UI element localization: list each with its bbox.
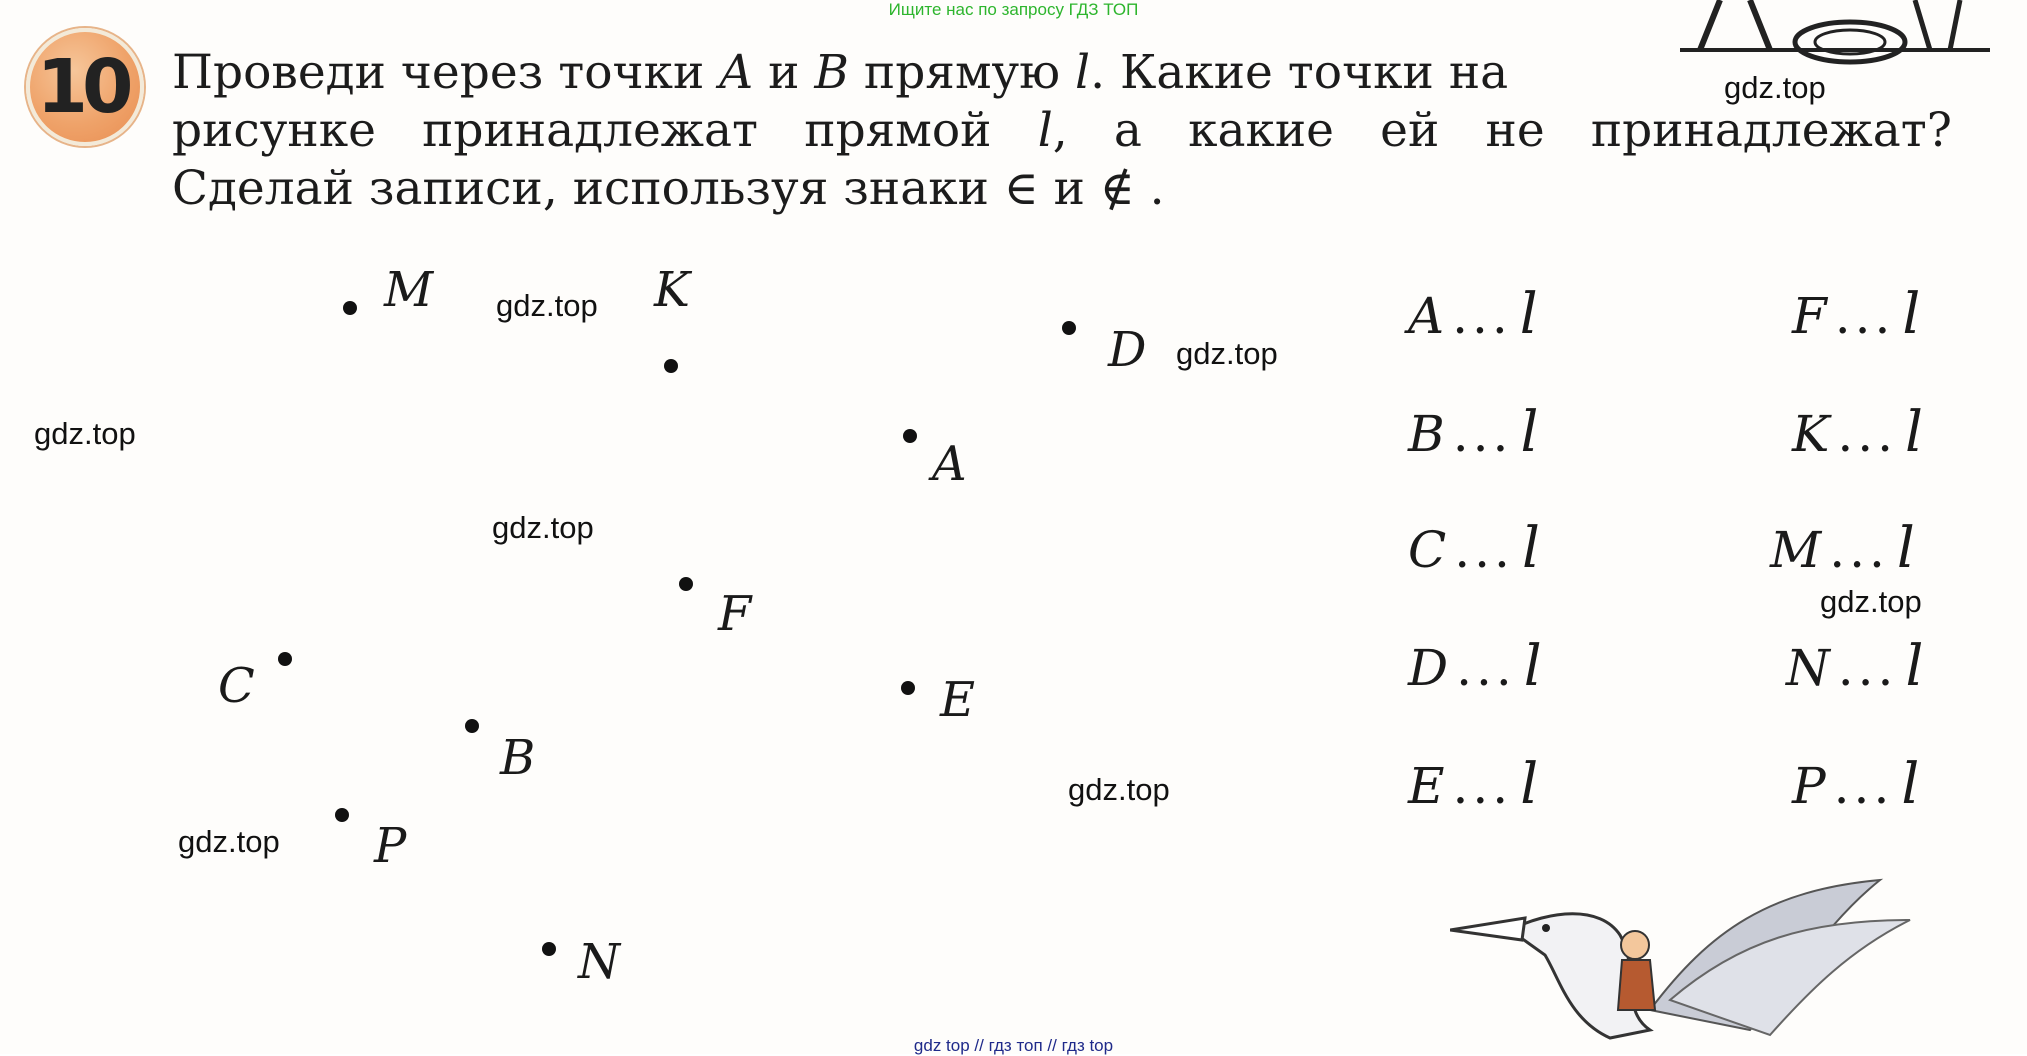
answer-line: l xyxy=(1523,634,1542,699)
point-a-dot xyxy=(903,429,917,443)
answer-c xyxy=(1408,516,1540,581)
point-m-dot xyxy=(343,301,357,315)
answer-blank[interactable]: ... xyxy=(1454,521,1514,579)
cart-wheel-icon xyxy=(1660,0,2000,70)
answer-blank[interactable]: ... xyxy=(1452,287,1512,345)
line-ref-l: l xyxy=(1075,45,1091,100)
point-f-dot xyxy=(679,577,693,591)
point-e-dot xyxy=(901,681,915,695)
task-number: 10 xyxy=(36,44,128,130)
text-part: прямую xyxy=(848,45,1076,100)
point-p-dot xyxy=(335,808,349,822)
answer-point: B xyxy=(1408,405,1445,463)
answer-point: E xyxy=(1408,757,1445,815)
point-f-label: F xyxy=(718,586,752,642)
bottom-banner[interactable]: gdz top // гдз топ // гдз top xyxy=(913,1036,1114,1055)
answer-point: F xyxy=(1792,287,1827,345)
answer-line: l xyxy=(1905,634,1924,699)
point-b-dot xyxy=(465,719,479,733)
watermark: gdz.top xyxy=(492,510,594,545)
answer-point: A xyxy=(1408,287,1445,345)
answer-line: l xyxy=(1896,516,1915,581)
watermark: gdz.top xyxy=(1176,336,1278,371)
point-a-label: A xyxy=(932,436,967,492)
answer-blank[interactable]: ... xyxy=(1834,287,1895,345)
line-ref-l: l xyxy=(1037,103,1053,158)
answer-blank[interactable]: ... xyxy=(1837,405,1898,463)
answer-p xyxy=(1792,752,1919,817)
answer-point: M xyxy=(1770,521,1822,579)
text-part: . Какие точки на xyxy=(1090,45,1509,100)
point-b-label: B xyxy=(500,730,536,786)
answer-k xyxy=(1792,400,1923,465)
answer-point: N xyxy=(1786,639,1830,697)
watermark: gdz.top xyxy=(1820,584,1922,619)
point-n-dot xyxy=(542,942,556,956)
point-p-label: P xyxy=(374,818,407,874)
answer-point: P xyxy=(1792,757,1826,815)
task-number-badge xyxy=(26,28,144,146)
point-k-label: K xyxy=(654,262,690,318)
answer-line: l xyxy=(1520,752,1539,817)
point-c-label: C xyxy=(218,658,255,714)
point-e-label: E xyxy=(940,672,976,728)
task-line-3: Сделай записи, используя знаки ∈ и ∉ . xyxy=(172,161,1165,216)
point-n-label: N xyxy=(578,934,620,990)
answer-b xyxy=(1408,400,1538,465)
answer-blank[interactable]: ... xyxy=(1452,405,1513,463)
watermark: gdz.top xyxy=(496,288,598,323)
answer-line: l xyxy=(1905,400,1923,465)
answer-blank[interactable]: ... xyxy=(1456,639,1516,697)
text-part: рисунке принадлежат прямой xyxy=(172,103,1038,158)
point-ref-a: A xyxy=(719,45,754,100)
text-part: , а какие ей не принадлежат? xyxy=(1052,103,1952,158)
task-line-2 xyxy=(172,102,1952,160)
point-ref-b: B xyxy=(814,45,849,100)
answer-n xyxy=(1786,634,1923,699)
answer-line: l xyxy=(1521,516,1540,581)
task-statement xyxy=(172,44,1952,218)
answer-point: K xyxy=(1792,405,1830,463)
point-c-dot xyxy=(278,652,292,666)
answer-blank[interactable]: ... xyxy=(1452,757,1513,815)
text-part: и xyxy=(753,45,815,100)
answer-blank[interactable]: ... xyxy=(1833,757,1894,815)
answer-d xyxy=(1408,634,1542,699)
watermark: gdz.top xyxy=(1724,70,1826,105)
answer-line: l xyxy=(1901,752,1920,817)
answer-f xyxy=(1792,282,1920,347)
point-k-dot xyxy=(664,359,678,373)
watermark: gdz.top xyxy=(34,416,136,451)
watermark: gdz.top xyxy=(178,824,280,859)
text-part: Проведи через точки xyxy=(172,45,720,100)
answer-blank[interactable]: ... xyxy=(1829,521,1889,579)
answer-point: D xyxy=(1408,639,1449,697)
answer-line: l xyxy=(1519,282,1538,347)
watermark: gdz.top xyxy=(1068,772,1170,807)
top-search-banner[interactable]: Ищите нас по запросу ГДЗ ТОП xyxy=(888,0,1139,19)
point-d-dot xyxy=(1062,321,1076,335)
stork-icon xyxy=(1450,860,1930,1040)
answer-m xyxy=(1770,516,1915,581)
answer-blank[interactable]: ... xyxy=(1837,639,1898,697)
answer-line: l xyxy=(1520,400,1539,465)
answer-a xyxy=(1408,282,1538,347)
answer-e xyxy=(1408,752,1538,817)
point-d-label: D xyxy=(1108,322,1147,378)
answer-point: C xyxy=(1408,521,1447,579)
answer-line: l xyxy=(1902,282,1921,347)
point-m-label: M xyxy=(384,262,434,318)
